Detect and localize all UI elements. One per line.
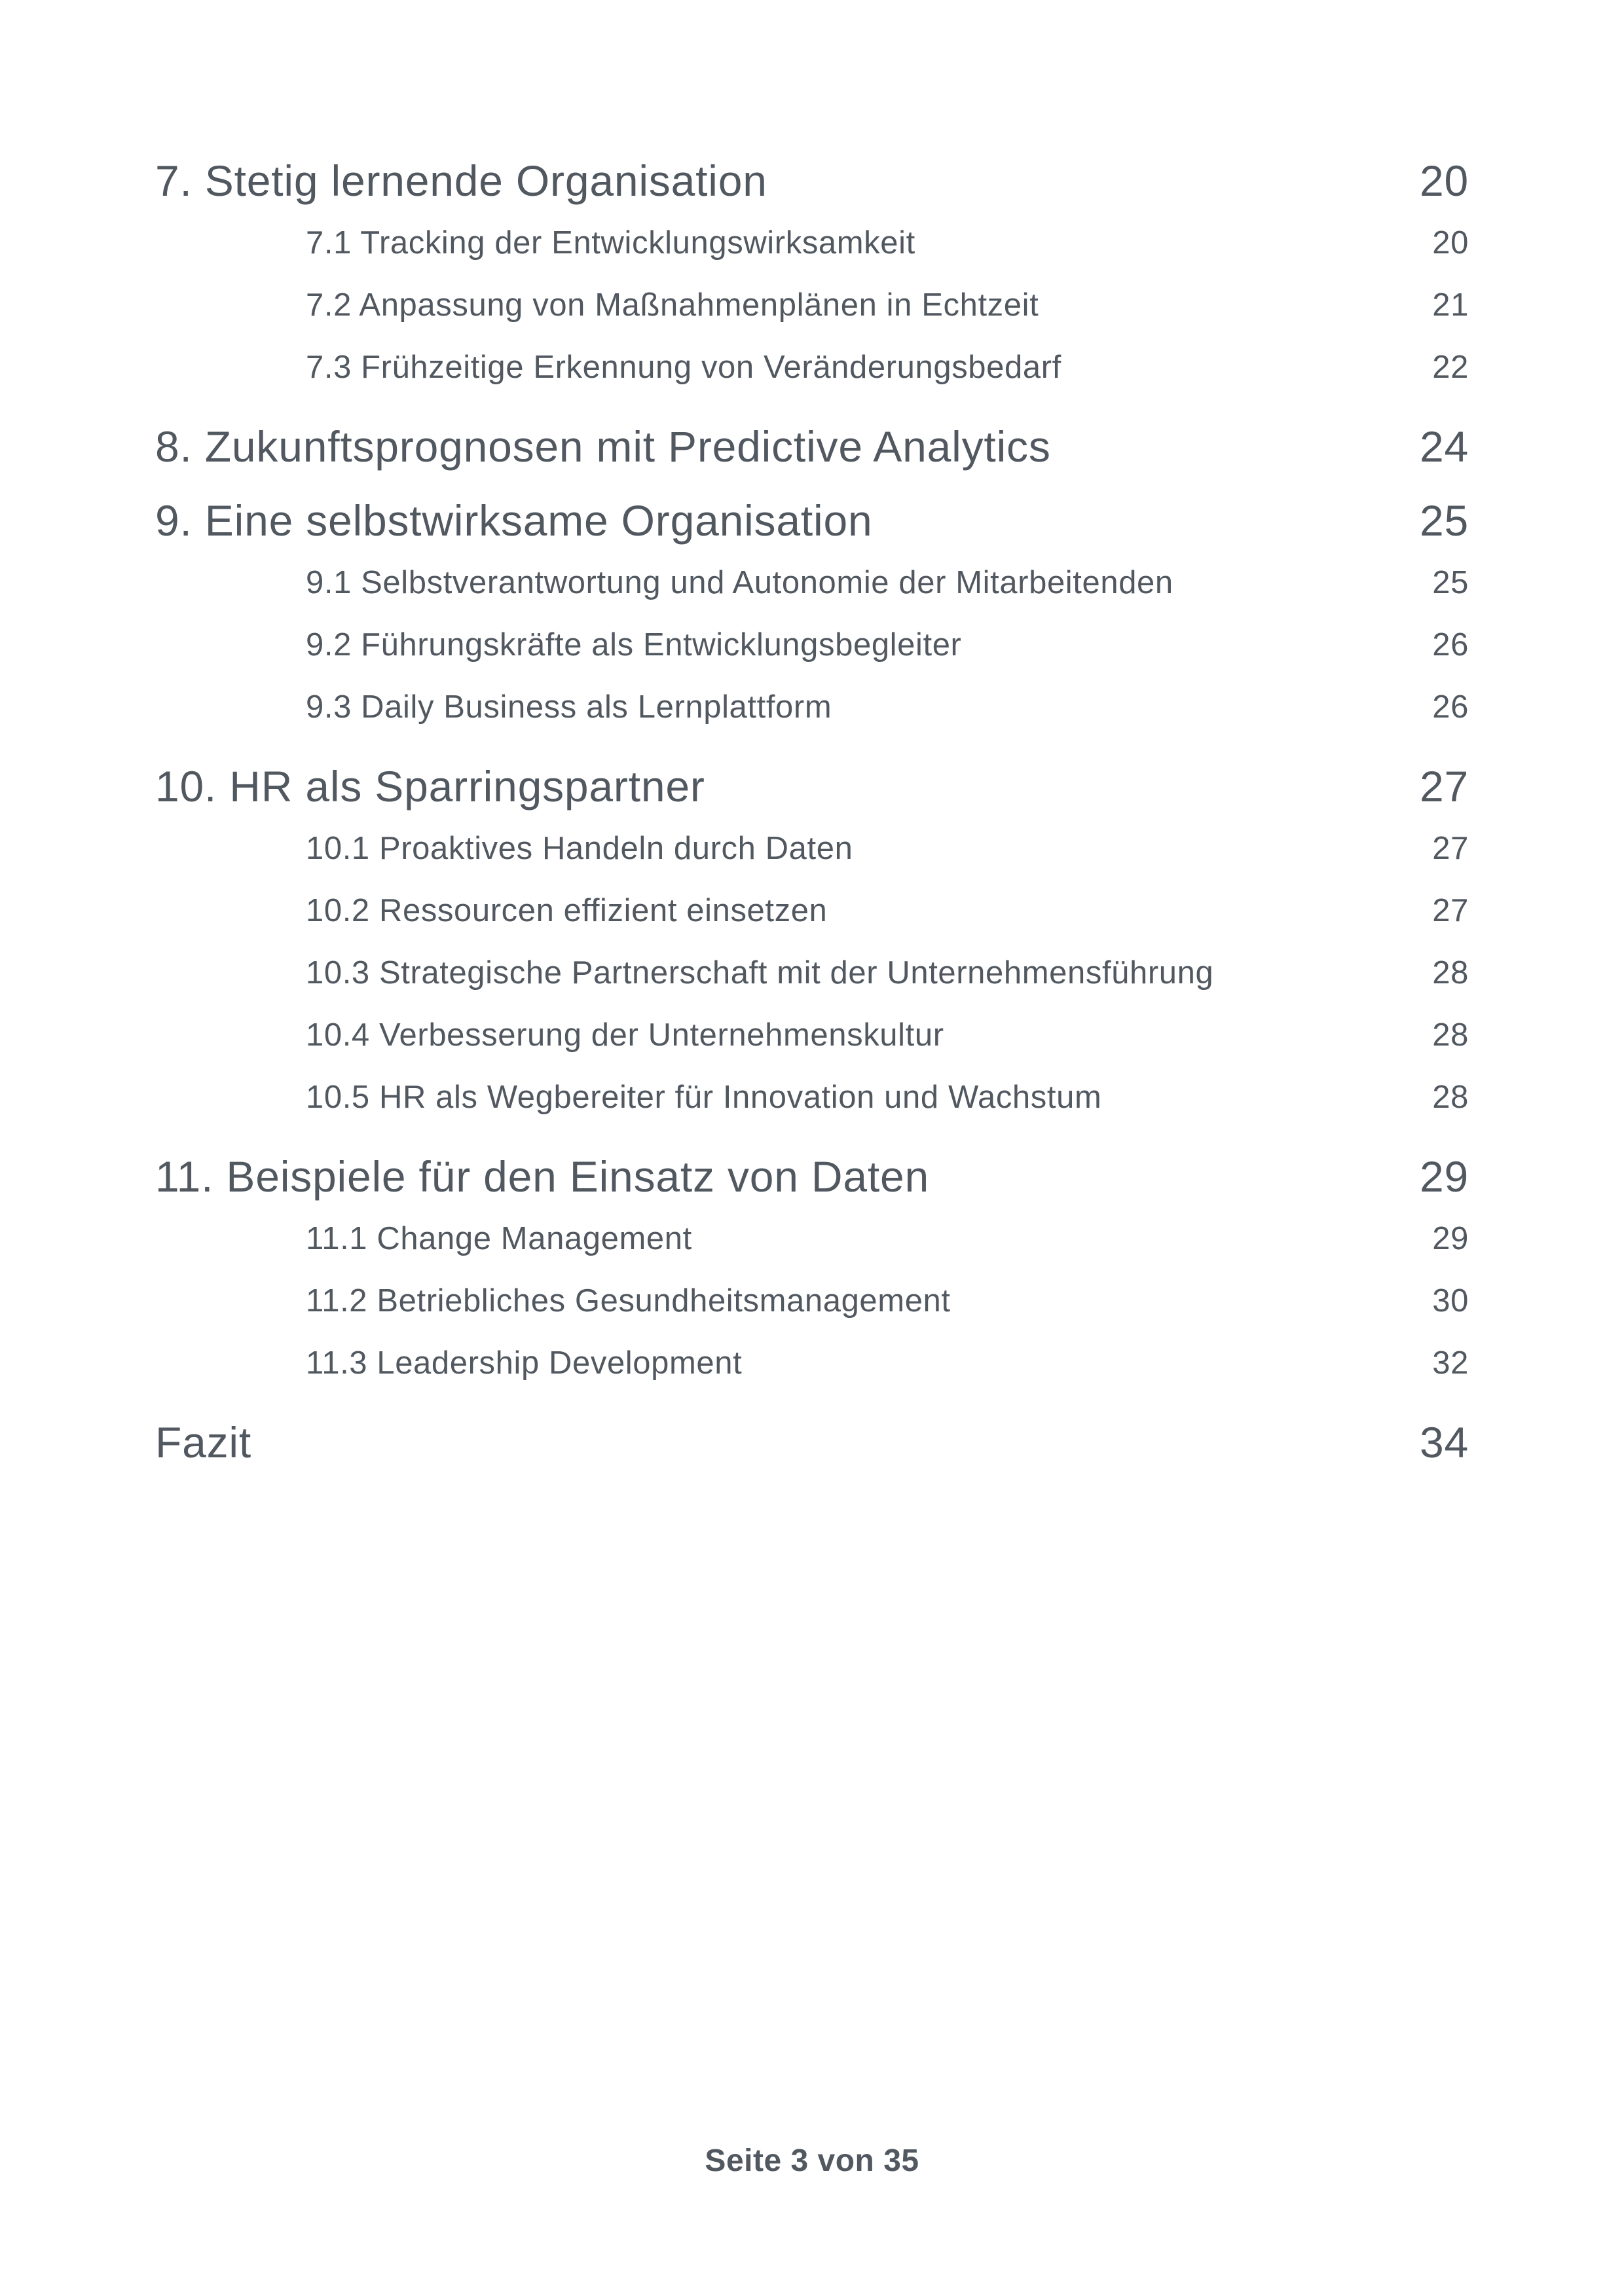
page-footer: Seite 3 von 35 bbox=[705, 2143, 919, 2178]
toc-entry-page-number: 27 bbox=[1432, 893, 1469, 928]
toc-entry[interactable] bbox=[155, 833, 1469, 865]
toc-entry-page-number: 29 bbox=[1419, 1152, 1469, 1201]
toc-entry-label: 7. Stetig lernende Organisation bbox=[155, 156, 767, 205]
toc-entry[interactable] bbox=[155, 422, 1469, 471]
toc-entry[interactable] bbox=[155, 1019, 1469, 1051]
toc-entry-label: 10.2 Ressourcen effizient einsetzen bbox=[306, 893, 828, 928]
toc-entry-label: 9.1 Selbstverantwortung und Autonomie der Mitarbeitenden bbox=[306, 565, 1173, 600]
toc-entry[interactable] bbox=[155, 1223, 1469, 1255]
toc-entry-page-number: 28 bbox=[1432, 955, 1469, 991]
toc-entry-page-number: 27 bbox=[1419, 762, 1469, 811]
toc-entry-page-number: 21 bbox=[1432, 287, 1469, 323]
toc-entry[interactable] bbox=[155, 762, 1469, 811]
toc-entry[interactable] bbox=[155, 1347, 1469, 1379]
toc-entry-label: 11. Beispiele für den Einsatz von Daten bbox=[155, 1152, 930, 1201]
toc-entry-label: 11.2 Betriebliches Gesundheitsmanagement bbox=[306, 1283, 951, 1319]
toc-entry-label: 7.3 Frühzeitige Erkennung von Veränderungsbedarf bbox=[306, 350, 1061, 385]
toc-entry-page-number: 20 bbox=[1419, 156, 1469, 205]
toc-entry-page-number: 30 bbox=[1432, 1283, 1469, 1319]
toc-entry-label: 11.3 Leadership Development bbox=[306, 1345, 743, 1381]
toc-entry-label: 9.2 Führungskräfte als Entwicklungsbegleiter bbox=[306, 627, 962, 663]
toc-entry[interactable] bbox=[155, 691, 1469, 723]
toc-entry[interactable] bbox=[155, 1082, 1469, 1114]
toc-entry-page-number: 27 bbox=[1432, 831, 1469, 866]
toc-entry-page-number: 20 bbox=[1432, 225, 1469, 261]
toc-entry-page-number: 28 bbox=[1432, 1080, 1469, 1115]
toc-entry-page-number: 32 bbox=[1432, 1345, 1469, 1381]
toc-entry-label: 7.1 Tracking der Entwicklungswirksamkeit bbox=[306, 225, 915, 261]
toc-entry-page-number: 26 bbox=[1432, 627, 1469, 663]
toc-entry[interactable] bbox=[155, 567, 1469, 599]
toc-entry-page-number: 25 bbox=[1419, 496, 1469, 545]
toc-entry[interactable] bbox=[155, 957, 1469, 989]
toc-entry-label: 10. HR als Sparringspartner bbox=[155, 762, 705, 811]
toc-entry[interactable] bbox=[155, 1285, 1469, 1317]
toc-entry-page-number: 24 bbox=[1419, 422, 1469, 471]
toc-entry[interactable] bbox=[155, 629, 1469, 661]
toc-entry-label: Fazit bbox=[155, 1418, 252, 1467]
toc-entry[interactable] bbox=[155, 227, 1469, 259]
toc-entry-page-number: 28 bbox=[1432, 1017, 1469, 1053]
table-of-contents bbox=[155, 0, 1469, 1467]
toc-entry-label: 10.4 Verbesserung der Unternehmenskultur bbox=[306, 1017, 944, 1053]
toc-entry[interactable] bbox=[155, 1152, 1469, 1201]
toc-entry[interactable] bbox=[155, 352, 1469, 384]
toc-entry[interactable] bbox=[155, 1418, 1469, 1467]
toc-entry-page-number: 26 bbox=[1432, 689, 1469, 725]
toc-entry-label: 9.3 Daily Business als Lernplattform bbox=[306, 689, 832, 725]
toc-entry-page-number: 22 bbox=[1432, 350, 1469, 385]
toc-entry[interactable] bbox=[155, 895, 1469, 927]
toc-entry[interactable] bbox=[155, 496, 1469, 545]
toc-entry[interactable] bbox=[155, 156, 1469, 205]
toc-entry-label: 9. Eine selbstwirksame Organisation bbox=[155, 496, 873, 545]
toc-entry[interactable] bbox=[155, 289, 1469, 321]
toc-entry-label: 8. Zukunftsprognosen mit Predictive Analytics bbox=[155, 422, 1051, 471]
toc-entry-label: 7.2 Anpassung von Maßnahmenplänen in Echtzeit bbox=[306, 287, 1039, 323]
toc-entry-page-number: 25 bbox=[1432, 565, 1469, 600]
toc-entry-label: 10.5 HR als Wegbereiter für Innovation und Wachstum bbox=[306, 1080, 1102, 1115]
toc-entry-page-number: 29 bbox=[1432, 1221, 1469, 1256]
toc-entry-label: 10.3 Strategische Partnerschaft mit der Unternehmensführung bbox=[306, 955, 1214, 991]
toc-entry-page-number: 34 bbox=[1419, 1418, 1469, 1467]
toc-entry-label: 10.1 Proaktives Handeln durch Daten bbox=[306, 831, 853, 866]
toc-entry-label: 11.1 Change Management bbox=[306, 1221, 692, 1256]
